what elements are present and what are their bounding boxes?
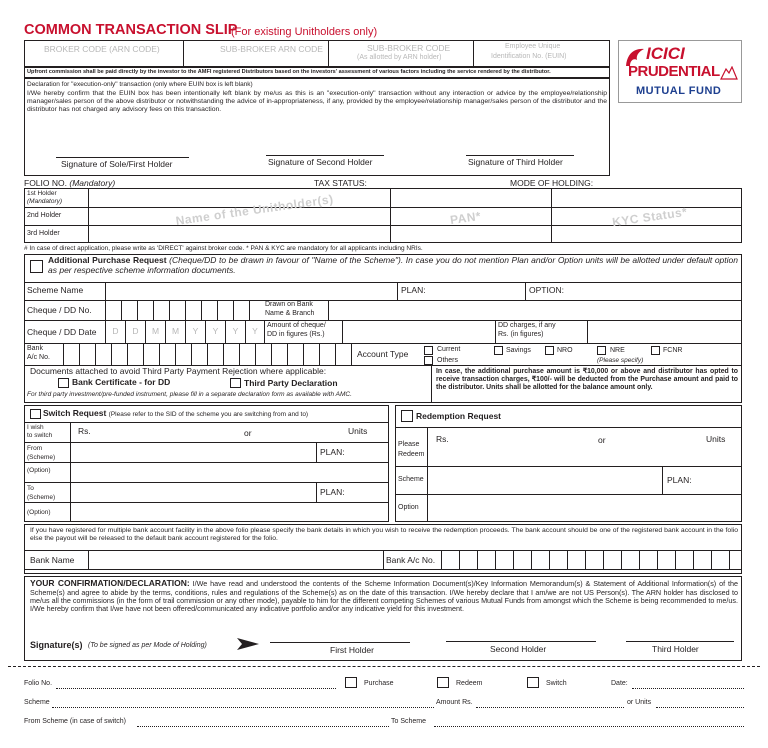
holder-2-label: 2nd Holder: [27, 212, 62, 219]
holder-1-note: (Mandatory): [27, 198, 63, 205]
ack-switch-label: Switch: [546, 680, 567, 687]
ack-purchase-checkbox[interactable]: [345, 677, 357, 688]
broker-code-field[interactable]: BROKER CODE (ARN CODE): [44, 44, 160, 54]
euin-label-2: Identification No. (EUIN): [491, 53, 567, 60]
switch-i-wish-label: I wish: [27, 424, 44, 431]
please-redeem-label: Please: [398, 441, 420, 448]
cheque-no-cells[interactable]: [105, 300, 250, 320]
switch-to-option-label: (Option): [27, 509, 51, 516]
tax-status-label: TAX STATUS:: [314, 178, 367, 188]
sub-broker-code-note: (As allotted by ARN holder): [357, 54, 442, 61]
scheme-name-label: Scheme Name: [27, 285, 84, 295]
amount-label-2: DD in figures (Rs.): [267, 331, 325, 338]
bank-ac-no-label: Bank A/c No.: [386, 555, 436, 565]
sign-third-holder[interactable]: Third Holder: [652, 644, 699, 654]
logo-icici: ICICI: [646, 44, 685, 63]
switch-heading: Switch Request (Please refer to the SID of the scheme you are switching from and to): [43, 408, 309, 418]
docs-note: For third party investment/pre-funded instrument, please fill in a separate declaration form as available with AMC.: [27, 391, 352, 398]
acc-nro-label: NRO: [557, 347, 573, 354]
acc-current-checkbox[interactable]: [424, 346, 433, 355]
switch-from-label: From: [27, 445, 43, 452]
switch-from-label-2: (Scheme): [27, 454, 56, 461]
watermark-kyc: KYC Status*: [611, 204, 689, 230]
arrow-right-icon: [237, 637, 259, 653]
redemption-section: [395, 405, 742, 522]
switch-checkbox[interactable]: [30, 409, 41, 419]
confirmation-text: YOUR CONFIRMATION/DECLARATION: I/We have read and understood the contents of the Scheme Information Document(s)/Key Information Memorandum(s) & Statement of Additional Information(s) of the Scheme(s) and agree to abide by the terms, conditions, rules and regulations of the Scheme(s) as on the date of this transaction. I/We hereby declare that I am/we are not US Person(s). The ARN holder has disclosed to me/us all the commissions (in the form of trail commission or any other mode), payable to him for the different competing Schemes of various Mutual Funds from amongst which the Scheme is being recommended to me/us. I/We hereby confirm that I/we have not been offered/communicated any indicative portfolio and/or any indicative yield for this investment.: [30, 578, 738, 614]
sub-broker-code-field[interactable]: SUB-BROKER CODE: [367, 43, 451, 53]
redeem-rs-label[interactable]: Rs.: [436, 434, 449, 444]
account-type-label: Account Type: [357, 349, 409, 359]
bank-cert-checkbox[interactable]: [58, 378, 69, 388]
folio-footnote: # In case of direct application, please write as 'DIRECT' against broker code. * PAN & KYC are mandatory for all applicants including NRIs.: [24, 245, 423, 252]
third-party-label: Third Party Declaration: [244, 378, 338, 388]
acc-others-checkbox[interactable]: [424, 356, 433, 365]
switch-rs-label[interactable]: Rs.: [78, 426, 91, 436]
logo-mutual-fund: MUTUAL FUND: [636, 85, 722, 97]
cheque-date-cells[interactable]: D D M M Y Y Y Y: [105, 320, 265, 343]
additional-purchase-checkbox[interactable]: [30, 260, 43, 273]
bank-name-label: Bank Name: [30, 555, 75, 565]
switch-to-label-2: (Scheme): [27, 494, 56, 501]
rock-icon: [720, 66, 738, 82]
ack-date-label: Date:: [611, 680, 628, 687]
bank-ac-label-2: A/c No.: [27, 354, 50, 361]
drawn-on-label: Drawn on Bank: [265, 301, 313, 308]
ack-redeem-label: Redeem: [456, 680, 483, 687]
euin-field[interactable]: Employee Unique: [505, 43, 561, 50]
amount-label: Amount of cheque/: [267, 322, 326, 329]
sub-broker-arn-field[interactable]: SUB-BROKER ARN CODE: [220, 44, 323, 54]
redeem-units-label[interactable]: Units: [706, 434, 726, 444]
holder-1-label: 1st Holder: [27, 190, 57, 197]
third-party-checkbox[interactable]: [230, 378, 241, 388]
acc-savings-checkbox[interactable]: [494, 346, 503, 355]
cheque-date-label: Cheque / DD Date: [27, 327, 97, 337]
redeem-plan-label[interactable]: PLAN:: [667, 475, 692, 485]
acc-nre-checkbox[interactable]: [597, 346, 606, 355]
watermark-name: Name of the Unitholder(s): [174, 191, 335, 229]
acc-savings-label: Savings: [506, 347, 531, 354]
switch-from-option-label: (Option): [27, 467, 51, 474]
acc-fcnr-checkbox[interactable]: [651, 346, 660, 355]
sig-first-holder[interactable]: Signature of Sole/First Holder: [61, 159, 173, 169]
ack-to-scheme-label: To Scheme: [391, 718, 427, 725]
folio-label: FOLIO NO. (Mandatory): [24, 178, 116, 188]
sig-third-holder[interactable]: Signature of Third Holder: [468, 157, 563, 167]
form-title: COMMON TRANSACTION SLIP: [24, 22, 238, 38]
redemption-checkbox[interactable]: [401, 410, 413, 422]
watermark-pan: PAN*: [449, 208, 482, 228]
bank-cert-label: Bank Certificate - for DD: [72, 377, 171, 387]
switch-to-plan-label[interactable]: PLAN:: [320, 487, 345, 497]
purchase-option-label[interactable]: OPTION:: [529, 285, 564, 295]
redeem-scheme-label: Scheme: [398, 476, 424, 483]
acc-current-label: Current: [437, 346, 461, 353]
acc-specify-note: (Please specify): [597, 357, 644, 364]
bank-ac-cells[interactable]: [63, 343, 352, 365]
acc-others-label: Others: [437, 357, 459, 364]
switch-i-wish-label-2: to switch: [27, 432, 53, 439]
additional-purchase-heading: Additional Purchase Request (Cheque/DD to be drawn in favour of "Name of the Scheme"). In case you do not mention Plan and/or Option units will be allotted under default option as per respective scheme information documents.: [48, 255, 738, 275]
acc-nro-checkbox[interactable]: [545, 346, 554, 355]
holder-3-label: 3rd Holder: [27, 230, 60, 237]
ack-switch-checkbox[interactable]: [527, 677, 539, 688]
transaction-charges-note: In case, the additional purchase amount is ₹10,000 or above and distributor has opted to receive transaction charges, ₹100/- will be deducted from the Purchase amount and paid to the distributor. Units shall be allotted for the balance amount only.: [436, 368, 738, 391]
ack-amount-label: Amount Rs.: [436, 699, 473, 706]
dd-charges-label: DD charges, if any: [498, 322, 556, 329]
redemption-bank-ac-cells[interactable]: [441, 550, 730, 570]
drawn-on-label-2: Name & Branch: [265, 310, 315, 317]
logo-prudential: PRUDENTIAL: [628, 63, 720, 80]
switch-or-label: or: [244, 428, 252, 438]
mode-of-holding-label: MODE OF HOLDING:: [510, 178, 594, 188]
ack-folio-label: Folio No.: [24, 680, 53, 687]
form-subtitle: (For existing Unitholders only): [231, 26, 378, 38]
bank-ac-label: Bank: [27, 345, 43, 352]
sig-second-holder[interactable]: Signature of Second Holder: [268, 157, 373, 167]
ack-units-label: or Units: [627, 699, 652, 706]
execution-only-text: I/We hereby confirm that the EUIN box has been intentionally left blank by me/us as this is an "execution-only" transaction without any interaction or advice by the employee/relationship manager/sales person of the above distributor or notwithstanding the advice of in-appropriateness, if any, provided by the employee/relationship manager/sales person of the distributor and the distributor has not charged any advisory fees on this transaction.: [27, 90, 607, 113]
cheque-no-label: Cheque / DD No.: [27, 305, 92, 315]
acc-fcnr-label: FCNR: [663, 347, 683, 354]
execution-only-heading: Declaration for "execution-only" transaction (only where EUIN box is left blank): [27, 81, 253, 88]
redemption-heading: Redemption Request: [416, 411, 502, 421]
please-redeem-label-2: Redeem: [398, 451, 425, 458]
ack-purchase-label: Purchase: [364, 680, 394, 687]
sign-second-holder[interactable]: Second Holder: [490, 644, 547, 654]
signature-note: (To be signed as per Mode of Holding): [88, 642, 207, 649]
purchase-plan-label[interactable]: PLAN:: [401, 285, 426, 295]
redeem-option-label: Option: [398, 504, 419, 511]
bank-note: If you have registered for multiple bank account facility in the above folio please specify the bank details in which you wish to receive the redemption proceeds. The bank account should be one of the registered bank account in the folio else the payout will be released to the default bank account registered for the folio.: [30, 527, 738, 542]
signature-label: Signature(s): [30, 640, 83, 650]
dd-charges-label-2: Rs. (in figures): [498, 331, 544, 338]
ack-redeem-checkbox[interactable]: [437, 677, 449, 688]
docs-heading: Documents attached to avoid Third Party Payment Rejection where applicable:: [30, 366, 327, 376]
ack-from-scheme-label: From Scheme (in case of switch): [24, 718, 126, 725]
switch-to-label: To: [27, 485, 34, 492]
switch-units-label[interactable]: Units: [348, 426, 368, 436]
sign-first-holder[interactable]: First Holder: [330, 645, 374, 655]
ack-scheme-label: Scheme: [24, 699, 50, 706]
upfront-note: Upfront commission shall be paid directly by the investor to the AMFI registered Distributors based on the investors' assessment of various factors including the service rendered by the distributor.: [27, 69, 551, 75]
switch-from-plan-label[interactable]: PLAN:: [320, 447, 345, 457]
redeem-or-label: or: [598, 435, 606, 445]
tear-off-line: [8, 666, 760, 667]
acc-nre-label: NRE: [610, 347, 625, 354]
